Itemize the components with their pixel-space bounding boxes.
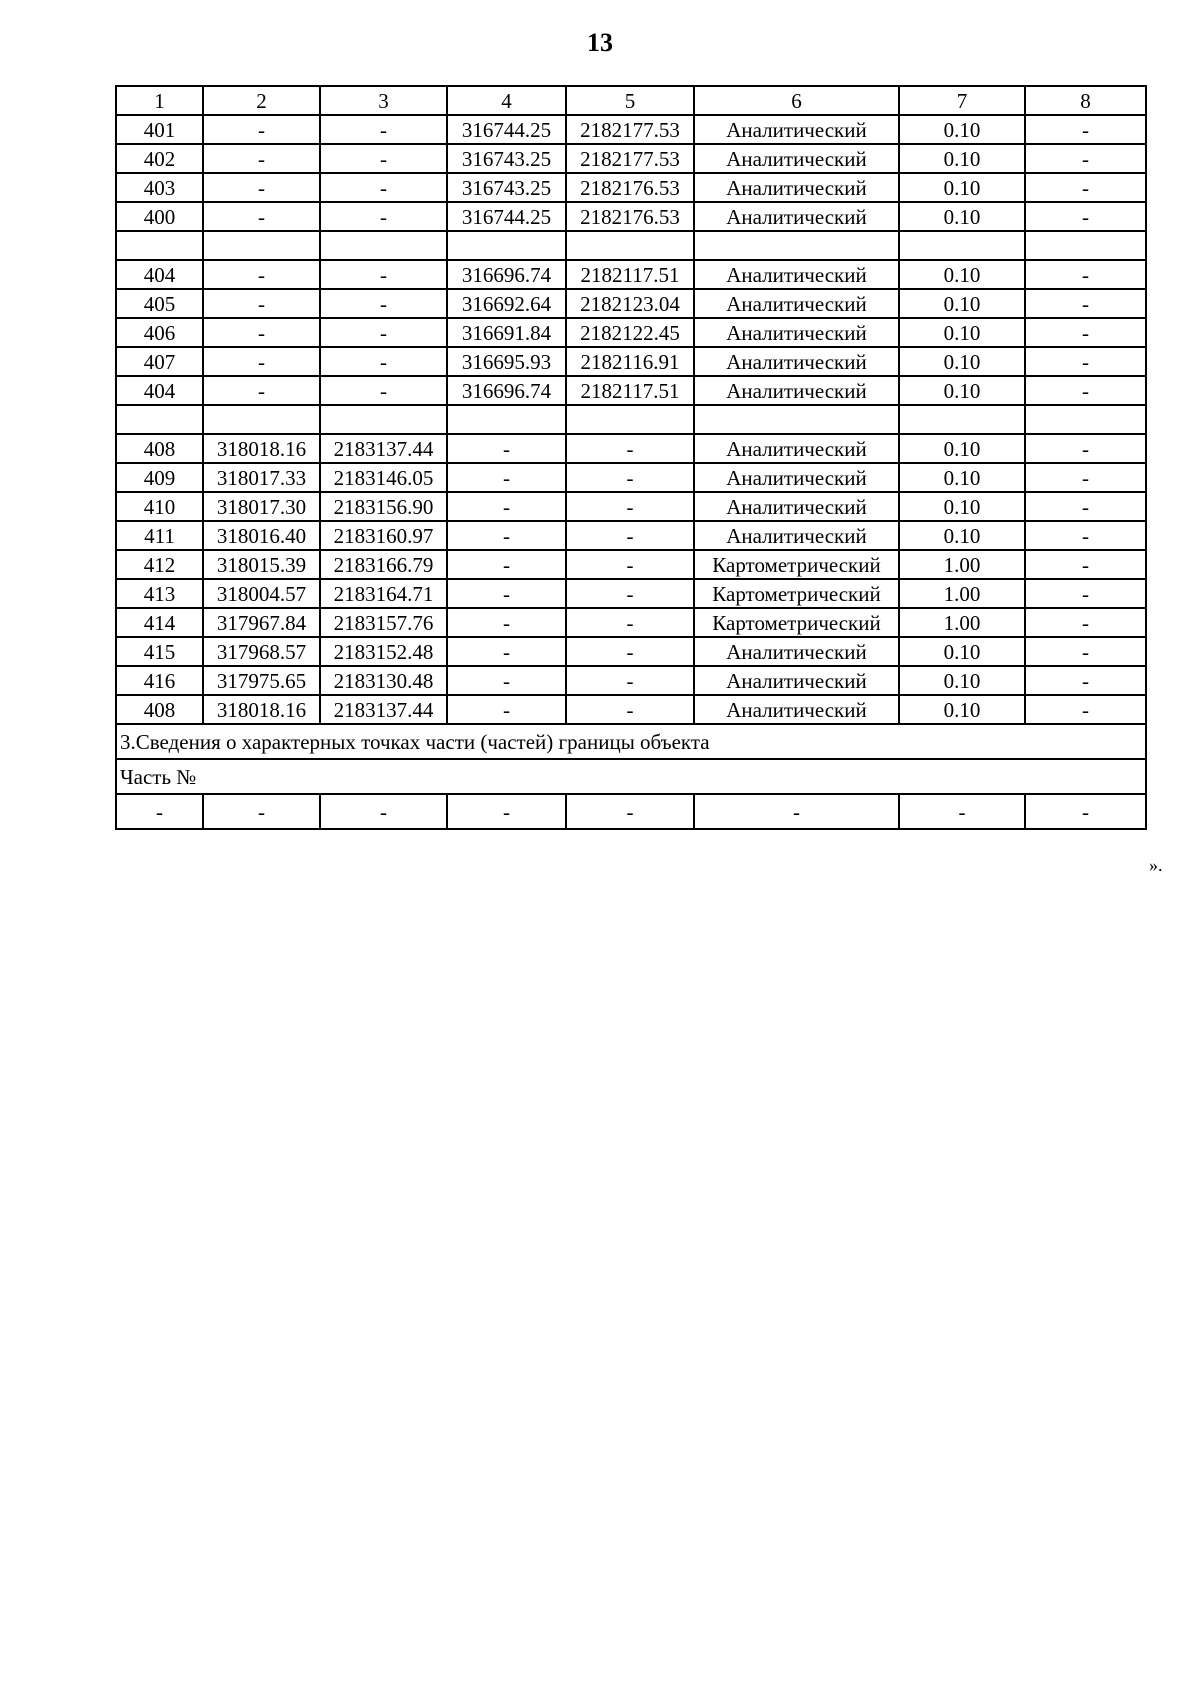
table-cell: -	[203, 318, 320, 347]
table-cell: -	[203, 376, 320, 405]
table-cell: 2182176.53	[566, 202, 694, 231]
part-label-row	[116, 759, 1146, 794]
table-cell: -	[320, 318, 447, 347]
table-cell	[447, 231, 566, 260]
table-cell: 316691.84	[447, 318, 566, 347]
table-row	[116, 376, 1146, 405]
table-cell: 316743.25	[447, 144, 566, 173]
table-cell	[203, 405, 320, 434]
table-cell: 317967.84	[203, 608, 320, 637]
table-cell: -	[447, 608, 566, 637]
table-cell: -	[1025, 318, 1146, 347]
section-title: 3.Сведения о характерных точках части (частей) границы объекта	[116, 724, 1146, 759]
table-cell: Аналитический	[694, 144, 899, 173]
table-cell: -	[694, 794, 899, 829]
table-cell: -	[1025, 260, 1146, 289]
table-cell	[899, 405, 1025, 434]
table-cell: 316744.25	[447, 115, 566, 144]
table-cell	[1025, 231, 1146, 260]
table-cell: 2183130.48	[320, 666, 447, 695]
table-cell: 0.10	[899, 521, 1025, 550]
table-cell: -	[1025, 347, 1146, 376]
table-cell: -	[447, 579, 566, 608]
table-cell: Аналитический	[694, 173, 899, 202]
table-cell: 2182123.04	[566, 289, 694, 318]
table-cell: 316696.74	[447, 260, 566, 289]
table-cell: Аналитический	[694, 289, 899, 318]
table-row	[116, 260, 1146, 289]
table-cell: 407	[116, 347, 203, 376]
table-cell: -	[203, 115, 320, 144]
column-header: 1	[116, 86, 203, 115]
table-cell: 317968.57	[203, 637, 320, 666]
table-cell: Аналитический	[694, 695, 899, 724]
table-cell: 2182177.53	[566, 144, 694, 173]
table-cell: 318018.16	[203, 434, 320, 463]
table-cell: 410	[116, 492, 203, 521]
table-row	[116, 492, 1146, 521]
table-cell: Аналитический	[694, 347, 899, 376]
table-row	[116, 115, 1146, 144]
table-cell: -	[1025, 579, 1146, 608]
table-cell: 1.00	[899, 579, 1025, 608]
table-cell: -	[320, 347, 447, 376]
table-cell: -	[203, 260, 320, 289]
table-cell: 400	[116, 202, 203, 231]
table-cell: Аналитический	[694, 521, 899, 550]
table-cell: 415	[116, 637, 203, 666]
table-cell: -	[320, 202, 447, 231]
table-cell: -	[320, 173, 447, 202]
part-label: Часть №	[116, 759, 1146, 794]
table-cell: 318015.39	[203, 550, 320, 579]
table-cell	[694, 405, 899, 434]
table-cell: 2183160.97	[320, 521, 447, 550]
table-cell: Аналитический	[694, 434, 899, 463]
table-cell: -	[320, 794, 447, 829]
table-cell: 405	[116, 289, 203, 318]
table-cell: -	[320, 115, 447, 144]
table-cell: Аналитический	[694, 666, 899, 695]
column-header: 2	[203, 86, 320, 115]
table-cell: 316692.64	[447, 289, 566, 318]
table-cell: 0.10	[899, 347, 1025, 376]
table-cell: 408	[116, 434, 203, 463]
table-cell: 2182177.53	[566, 115, 694, 144]
table-cell: 318017.33	[203, 463, 320, 492]
table-cell: 0.10	[899, 202, 1025, 231]
table-cell: -	[1025, 666, 1146, 695]
table-cell: -	[1025, 376, 1146, 405]
table-cell: 412	[116, 550, 203, 579]
table-cell: 0.10	[899, 289, 1025, 318]
table-cell: Аналитический	[694, 318, 899, 347]
table-row	[116, 318, 1146, 347]
table-cell: 2182122.45	[566, 318, 694, 347]
table-row	[116, 521, 1146, 550]
table-cell: -	[1025, 608, 1146, 637]
table-cell	[320, 231, 447, 260]
table-row	[116, 405, 1146, 434]
table-cell: -	[203, 144, 320, 173]
table-cell: 2183152.48	[320, 637, 447, 666]
table-cell: -	[447, 550, 566, 579]
table-cell: 0.10	[899, 434, 1025, 463]
column-header: 3	[320, 86, 447, 115]
closing-quote-mark: ».	[1149, 855, 1163, 875]
table-row	[116, 144, 1146, 173]
table-cell: -	[899, 794, 1025, 829]
table-cell: -	[566, 579, 694, 608]
table-cell: 0.10	[899, 666, 1025, 695]
table-row	[116, 289, 1146, 318]
table-cell	[203, 231, 320, 260]
table-cell: -	[320, 289, 447, 318]
table-cell: -	[447, 695, 566, 724]
table-cell: 316695.93	[447, 347, 566, 376]
table-cell: 401	[116, 115, 203, 144]
table-cell: 2183137.44	[320, 695, 447, 724]
table-cell: 1.00	[899, 550, 1025, 579]
coordinates-table	[115, 85, 1147, 830]
table-row	[116, 550, 1146, 579]
table-cell: 413	[116, 579, 203, 608]
final-row	[116, 794, 1146, 829]
table-cell: -	[203, 289, 320, 318]
table-cell: 0.10	[899, 318, 1025, 347]
table-cell: 408	[116, 695, 203, 724]
table-cell: Аналитический	[694, 376, 899, 405]
table-cell: 2183157.76	[320, 608, 447, 637]
table-cell: 0.10	[899, 695, 1025, 724]
page-number: 13	[587, 28, 613, 57]
table-row	[116, 579, 1146, 608]
table-cell: 0.10	[899, 173, 1025, 202]
table-cell: 409	[116, 463, 203, 492]
table-cell	[320, 405, 447, 434]
table-cell	[694, 231, 899, 260]
column-header: 6	[694, 86, 899, 115]
table-cell: -	[1025, 794, 1146, 829]
table-cell: -	[566, 434, 694, 463]
table-row	[116, 666, 1146, 695]
table-cell: Аналитический	[694, 492, 899, 521]
table-cell: 2182117.51	[566, 376, 694, 405]
table-cell	[116, 405, 203, 434]
table-cell: 2183146.05	[320, 463, 447, 492]
table-cell	[566, 405, 694, 434]
table-cell: 2183164.71	[320, 579, 447, 608]
table-cell: 318004.57	[203, 579, 320, 608]
table-cell: -	[203, 347, 320, 376]
table-row	[116, 695, 1146, 724]
table-cell: -	[116, 794, 203, 829]
table-cell: 2183156.90	[320, 492, 447, 521]
column-header: 8	[1025, 86, 1146, 115]
table-row	[116, 231, 1146, 260]
table-cell: -	[1025, 173, 1146, 202]
table-cell: 1.00	[899, 608, 1025, 637]
table-cell: 404	[116, 260, 203, 289]
coordinates-table-wrapper	[115, 85, 1147, 830]
table-cell	[1025, 405, 1146, 434]
table-cell: 316744.25	[447, 202, 566, 231]
table-cell: 0.10	[899, 492, 1025, 521]
table-cell: 406	[116, 318, 203, 347]
table-cell: -	[447, 794, 566, 829]
table-cell: -	[1025, 695, 1146, 724]
column-header: 5	[566, 86, 694, 115]
table-cell: 2183166.79	[320, 550, 447, 579]
table-cell: 318018.16	[203, 695, 320, 724]
column-number-row	[116, 86, 1146, 115]
table-cell: 318017.30	[203, 492, 320, 521]
table-cell: 0.10	[899, 463, 1025, 492]
table-cell: Аналитический	[694, 637, 899, 666]
table-cell: 317975.65	[203, 666, 320, 695]
table-row	[116, 463, 1146, 492]
table-cell: 403	[116, 173, 203, 202]
column-header: 4	[447, 86, 566, 115]
table-cell: 2182117.51	[566, 260, 694, 289]
table-cell: -	[203, 202, 320, 231]
table-cell	[447, 405, 566, 434]
table-cell	[566, 231, 694, 260]
table-row	[116, 637, 1146, 666]
table-cell: Картометрический	[694, 579, 899, 608]
table-cell: -	[1025, 492, 1146, 521]
table-cell: -	[566, 608, 694, 637]
table-row	[116, 347, 1146, 376]
table-cell	[116, 231, 203, 260]
table-row	[116, 434, 1146, 463]
table-cell: -	[1025, 463, 1146, 492]
table-cell: Аналитический	[694, 463, 899, 492]
table-cell: 0.10	[899, 637, 1025, 666]
table-row	[116, 173, 1146, 202]
table-cell: Аналитический	[694, 202, 899, 231]
table-cell: 316696.74	[447, 376, 566, 405]
table-cell	[899, 231, 1025, 260]
table-cell: -	[447, 463, 566, 492]
table-cell: -	[566, 550, 694, 579]
table-cell: -	[566, 521, 694, 550]
table-cell: -	[1025, 144, 1146, 173]
table-cell: -	[566, 637, 694, 666]
table-cell: 0.10	[899, 115, 1025, 144]
table-cell: -	[447, 434, 566, 463]
table-cell: Картометрический	[694, 608, 899, 637]
table-cell: 414	[116, 608, 203, 637]
table-cell: -	[1025, 637, 1146, 666]
table-cell: -	[320, 260, 447, 289]
table-cell: 316743.25	[447, 173, 566, 202]
table-cell: Аналитический	[694, 260, 899, 289]
table-cell: 402	[116, 144, 203, 173]
table-cell: -	[566, 794, 694, 829]
table-cell: -	[1025, 434, 1146, 463]
table-cell: -	[1025, 202, 1146, 231]
table-cell: -	[1025, 521, 1146, 550]
table-cell: 0.10	[899, 376, 1025, 405]
table-cell: -	[447, 666, 566, 695]
table-cell: Аналитический	[694, 115, 899, 144]
table-cell: -	[1025, 115, 1146, 144]
table-cell: -	[320, 376, 447, 405]
column-header: 7	[899, 86, 1025, 115]
table-cell: 0.10	[899, 260, 1025, 289]
table-cell: 2182176.53	[566, 173, 694, 202]
table-row	[116, 608, 1146, 637]
table-cell: 416	[116, 666, 203, 695]
table-cell: 2182116.91	[566, 347, 694, 376]
table-cell: -	[566, 695, 694, 724]
table-cell: 318016.40	[203, 521, 320, 550]
table-cell: -	[566, 463, 694, 492]
table-cell: Картометрический	[694, 550, 899, 579]
table-cell: -	[566, 666, 694, 695]
table-cell: 0.10	[899, 144, 1025, 173]
table-row	[116, 202, 1146, 231]
table-cell: -	[203, 173, 320, 202]
table-cell: -	[447, 521, 566, 550]
section-title-row	[116, 724, 1146, 759]
table-cell: -	[447, 492, 566, 521]
table-cell: -	[1025, 550, 1146, 579]
table-cell: -	[203, 794, 320, 829]
table-cell: -	[1025, 289, 1146, 318]
table-cell: -	[566, 492, 694, 521]
table-cell: 411	[116, 521, 203, 550]
table-cell: 2183137.44	[320, 434, 447, 463]
table-cell: -	[447, 637, 566, 666]
table-cell: 404	[116, 376, 203, 405]
table-cell: -	[320, 144, 447, 173]
